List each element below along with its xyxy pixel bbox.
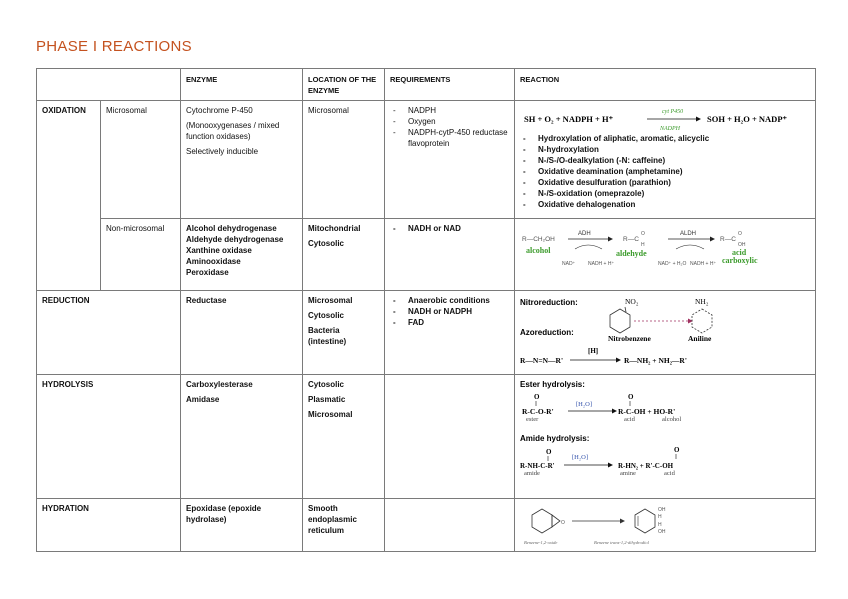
header-empty: [37, 69, 181, 101]
oxidation-nonmicrosomal-row: [37, 219, 816, 291]
requirement-item: - NADH or NADPH: [390, 306, 509, 317]
adh-label: ADH: [578, 231, 591, 237]
ester-right-o: O: [628, 393, 634, 401]
enzyme-cell: Reductase: [181, 291, 303, 375]
equation-left: SH + O₂ + NADPH + H⁺: [524, 114, 614, 124]
enzyme-note: Selectively inducible: [186, 147, 259, 156]
equation-right: SOH + H₂O + NADP⁺: [707, 114, 788, 124]
acid-label: acid: [732, 248, 747, 257]
enzyme-name: Alcohol dehydrogenase: [186, 224, 277, 233]
reaction-type: - Oxidative dehalogenation: [520, 199, 810, 210]
enzyme-name: Aminooxidase: [186, 257, 241, 266]
acid-oh: OH: [738, 242, 746, 248]
h-label: H: [658, 514, 662, 520]
requirements-cell: [385, 375, 515, 499]
alcohol-label: alcohol: [526, 246, 551, 255]
phase1-table: [36, 68, 816, 552]
enzyme-cell: [181, 219, 303, 291]
azo-arrow-label: [H]: [588, 347, 599, 355]
arrow-top-label: cyt P450: [662, 109, 684, 115]
header-reaction: REACTION: [515, 69, 816, 101]
enzyme-cell: Epoxidase (epoxide hydrolase): [181, 499, 303, 552]
no2-label: NO₂: [625, 297, 639, 306]
benzene-ring-left: [610, 309, 630, 333]
location-item: Mitochondrial: [308, 224, 361, 233]
bond: [625, 307, 626, 312]
oxidation-microsomal-row: [37, 101, 816, 219]
location-item: Microsomal: [308, 296, 353, 305]
location-item: Cytosolic: [308, 239, 345, 248]
reaction-type: - Oxidative desulfuration (parathion): [520, 177, 810, 188]
page-title: PHASE I REACTIONS: [36, 38, 192, 55]
azo-label: Azoreduction:: [520, 328, 574, 337]
sub-nonmicrosomal: Non-microsomal: [101, 219, 181, 291]
location-item: Cytosolic: [308, 311, 345, 320]
right-caption: Benzene trans-1,2-dihydrodiol: [594, 540, 649, 545]
acid-formula: R—C: [720, 236, 736, 243]
oh-label: OH: [658, 507, 666, 513]
left-caption: Benzene-1,2-oxide: [524, 540, 558, 545]
nh2-label: NH₂: [695, 297, 709, 306]
enzyme-name: Amidase: [186, 395, 220, 404]
location-item: Microsomal: [308, 410, 353, 419]
enzyme-name: Aldehyde dehydrogenase: [186, 235, 284, 244]
reaction-type: - Hydroxylation of aliphatic, aromatic, alicyclic: [520, 133, 810, 144]
reduction-row: [37, 291, 816, 375]
requirements-cell: [385, 499, 515, 552]
amide-right-o: O: [674, 446, 680, 454]
amide-label: Amide hydrolysis:: [520, 434, 590, 443]
amide-right: R-HN₂ + R'-C-OH: [618, 462, 674, 470]
hydrolysis-row: [37, 375, 816, 499]
location-cell: [303, 291, 385, 375]
aldh-label: ALDH: [680, 231, 697, 237]
location-cell: [303, 375, 385, 499]
requirements-cell: [385, 219, 515, 291]
epoxide-o: O: [561, 520, 565, 526]
h-label: H: [658, 522, 662, 528]
header-enzyme: ENZYME: [181, 69, 303, 101]
requirement-item: - NADH or NAD: [390, 223, 509, 234]
category-reduction: REDUCTION: [37, 291, 181, 375]
ester-right: R-C-OH + HO-R': [618, 407, 676, 416]
epoxide-ring: [532, 509, 552, 533]
reaction-type: - N-/S-/O-dealkylation (-N: caffeine): [520, 155, 810, 166]
requirement-item: - NADPH-cytP-450 reductase flavoprotein: [390, 127, 509, 149]
epoxide-bridge: [552, 515, 560, 527]
ester-sub: ester: [526, 416, 539, 423]
header-location: LOCATION OF THE ENZYME: [303, 69, 385, 101]
location-item: Cytosolic: [308, 380, 345, 389]
location-cell: Smooth endoplasmic reticulum: [303, 499, 385, 552]
aniline-label: Aniline: [688, 334, 712, 343]
aldehyde-formula: R—C: [623, 236, 639, 243]
nad-label: NAD⁺: [562, 261, 576, 267]
acid-o: O: [738, 231, 742, 237]
amide-sub: amide: [524, 470, 540, 477]
reaction-type: - N-/S-oxidation (omeprazole): [520, 188, 810, 199]
arrow-head: [696, 117, 701, 122]
aldehyde-o: O: [641, 231, 645, 237]
arrow-head: [608, 463, 613, 468]
cofactor-curve: [676, 245, 704, 249]
reaction-cell: [515, 101, 816, 219]
hydration-row: [37, 499, 816, 552]
requirements-cell: [385, 101, 515, 219]
location-cell: Microsomal: [303, 101, 385, 219]
header-row: [37, 69, 816, 101]
enzyme-name: Carboxylesterase: [186, 380, 253, 389]
alcohol-oxidation-scheme: [520, 223, 810, 271]
reaction-type: - N-hydroxylation: [520, 144, 810, 155]
alcohol-formula: R—CH₂OH: [522, 236, 555, 243]
hydration-scheme: [520, 503, 810, 547]
category-hydrolysis: HYDROLYSIS: [37, 375, 181, 499]
reaction-cell: [515, 291, 816, 375]
category-oxidation: OXIDATION: [37, 101, 101, 291]
reaction-cell: [515, 219, 816, 291]
sub-microsomal: Microsomal: [101, 101, 181, 219]
p450-equation: [520, 105, 810, 131]
location-cell: [303, 219, 385, 291]
reaction-cell: [515, 499, 816, 552]
requirement-item: - Anaerobic conditions: [390, 295, 509, 306]
enzyme-name: Cytochrome P-450: [186, 106, 253, 115]
amide-arrow-label: [H₂O]: [572, 454, 588, 461]
oh-label: OH: [658, 529, 666, 535]
azo-right: R—NH₂ + NH₂—R': [624, 356, 687, 365]
enzyme-note: (Monooxygenases / mixed function oxidases): [186, 121, 280, 141]
ester-o: O: [534, 393, 540, 401]
amine-sub: amine: [620, 470, 636, 477]
acid-sub: acid: [664, 470, 675, 477]
requirement-item: - FAD: [390, 317, 509, 328]
reduction-scheme: [520, 295, 810, 369]
alcohol-sub: alcohol: [662, 416, 682, 423]
enzyme-name: Peroxidase: [186, 268, 229, 277]
requirement-item: - NADPH: [390, 105, 509, 116]
azo-left: R—N=N—R': [520, 356, 564, 365]
acid-sub: acid: [624, 416, 635, 423]
location-item: Plasmatic: [308, 395, 346, 404]
arrow-head: [710, 237, 715, 242]
aldehyde-h: H: [641, 242, 645, 248]
cofactor-curve: [575, 245, 602, 249]
amide-o: O: [546, 448, 552, 456]
nadh-label: NADH + H⁺: [588, 261, 615, 267]
nitro-label: Nitroreduction:: [520, 298, 578, 307]
benzene-ring-right: [692, 309, 712, 333]
nitrobenzene-label: Nitrobenzene: [608, 334, 651, 343]
ester-label: Ester hydrolysis:: [520, 380, 585, 389]
carboxylic-label: carboxylic: [722, 256, 758, 265]
enzyme-cell: [181, 101, 303, 219]
location-item: Bacteria (intestine): [308, 326, 347, 346]
arrow-bottom-label: NADPH: [660, 126, 680, 131]
enzyme-cell: [181, 375, 303, 499]
reaction-cell: [515, 375, 816, 499]
ester-arrow-label: [H₂O]: [576, 401, 592, 408]
requirements-cell: [385, 291, 515, 375]
arrow-head: [620, 519, 625, 524]
arrow-head: [612, 409, 617, 414]
arrow-head: [616, 358, 621, 363]
category-hydration: HYDRATION: [37, 499, 181, 552]
arrow-head: [608, 237, 613, 242]
requirement-item: - Oxygen: [390, 116, 509, 127]
aldehyde-label: aldehyde: [616, 249, 647, 258]
hydrolysis-scheme: [520, 379, 810, 489]
ester-left: R-C-O-R': [522, 407, 554, 416]
nad-h2o-label: NAD⁺ + H₂O: [658, 261, 687, 267]
nadh-label: NADH + H⁺: [690, 261, 717, 267]
header-requirements: REQUIREMENTS: [385, 69, 515, 101]
enzyme-name: Xanthine oxidase: [186, 246, 252, 255]
reaction-type: - Oxidative deamination (amphetamine): [520, 166, 810, 177]
amide-left: R-NH-C-R': [520, 462, 555, 470]
